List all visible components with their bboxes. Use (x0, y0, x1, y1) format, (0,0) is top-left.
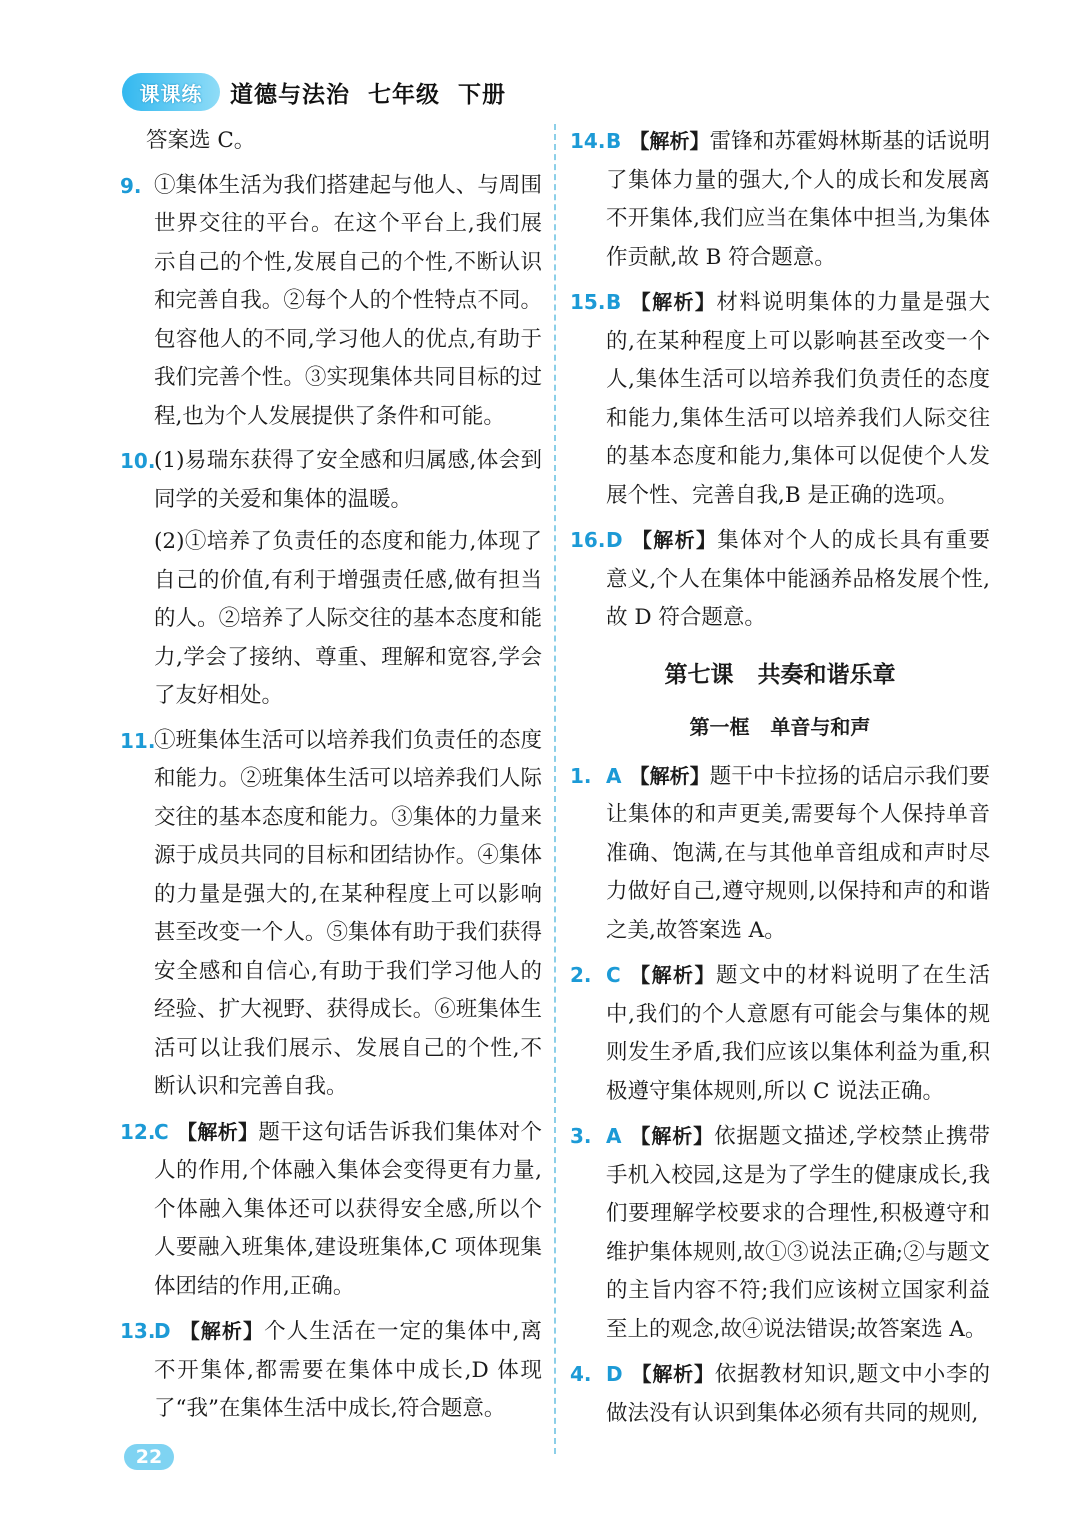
analysis-tag: 【解析】 (629, 1124, 715, 1148)
answer-choice: D (606, 1362, 623, 1386)
answer-item-4 (570, 1355, 990, 1433)
analysis-tag: 【解析】 (176, 1119, 259, 1144)
answer-item-9 (120, 167, 542, 437)
answer-item-2 (570, 956, 990, 1111)
answer-item-10 (120, 442, 542, 716)
book-title: 道德与法治 七年级 下册 (230, 81, 507, 108)
lesson-title: 第七课 共奏和谐乐章 (664, 661, 896, 688)
analysis-tag: 【解析】 (630, 1362, 715, 1386)
question-number: 4. (570, 1362, 592, 1386)
question-number: 3. (570, 1124, 592, 1148)
question-number: 2. (570, 963, 592, 987)
answer-text: 依据教材知识,题文中小李的做法没有认识到集体必须有共同的规则, (606, 1362, 990, 1426)
answer-text: 题干这句话告诉我们集体对个人的作用,个体融入集体会变得更有力量,个体融入集体还可以获得安全感,所以个人要融入班集体,建设班集体,C 项体现集体团结的作用,正确。 (154, 1119, 542, 1299)
answer-item-3 (570, 1117, 990, 1349)
answer-text: 雷锋和苏霍姆林斯基的话说明了集体力量的强大,个人的成长和发展离不开集体,我们应当在集体中担当,为集体作贡献,故 B 符合题意。 (606, 129, 990, 270)
analysis-tag: 【解析】 (630, 528, 718, 552)
answer-part-2: (2)①培养了负责任的态度和能力,体现了自己的价值,有利于增强责任感,做有担当的人。②培养了人际交往的基本态度和能力,学会了接纳、尊重、理解和宽容,学会了友好相处。 (154, 529, 542, 708)
left-column (120, 122, 542, 1435)
answer-choice: C (606, 963, 621, 987)
analysis-tag: 【解析】 (178, 1319, 265, 1343)
analysis-tag: 【解析】 (629, 129, 710, 153)
question-number: 9. (120, 173, 142, 198)
analysis-tag: 【解析】 (629, 763, 710, 788)
answer-item-13 (120, 1312, 542, 1429)
question-number: 14. (570, 129, 606, 153)
answer-item-16 (570, 521, 990, 638)
right-column (570, 122, 990, 1439)
answer-text: ①集体生活为我们搭建起与他人、与周围世界交往的平台。在这个平台上,我们展示自己的个性,发展自己的个性,不断认识和完善自我。②每个人的个性特点不同。包容他人的不同,学习他人的优点,有助于我们完善个性。③实现集体共同目标的过程,也为个人发展提供了条件和可能。 (154, 172, 542, 429)
answer-choice: A (606, 1124, 622, 1148)
question-number: 10. (120, 449, 156, 473)
answer-text: 材料说明集体的力量是强大的,在某种程度上可以影响甚至改变一个人,集体生活可以培养我们负责任的态度和能力,集体生活可以培养我们人际交往的基本态度和能力,集体可以促使个人发展个性、完善自我,B 是正确的选项。 (606, 290, 990, 508)
analysis-tag: 【解析】 (628, 963, 716, 987)
answer-text: 个人生活在一定的集体中,离不开集体,都需要在集体中成长,D 体现了“我”在集体生活中成长,符合题意。 (154, 1319, 543, 1421)
answer-text: 集体对个人的成长具有重要意义,个人在集体中能涵养品格发展个性,故 D 符合题意。 (606, 528, 990, 630)
series-logo: 课课练 (122, 73, 220, 111)
analysis-tag: 【解析】 (629, 290, 717, 314)
answer-text: 题文中的材料说明了在生活中,我们的个人意愿有可能会与集体的规则发生矛盾,我们应该以集体利益为重,积极遵守集体规则,所以 C 说法正确。 (606, 963, 990, 1104)
page-number: 22 (124, 1444, 174, 1470)
answer-text: 题干中卡拉扬的话启示我们要让集体的和声更美,需要每个人保持单音准确、饱满,在与其他单音组成和声时尽力做好自己,遵守规则,以保持和声的和谐之美,故答案选 A。 (606, 763, 990, 943)
question-number: 1. (570, 763, 592, 788)
answer-item-1 (570, 757, 990, 951)
answer-item-12 (120, 1113, 542, 1307)
question-number: 11. (120, 728, 156, 753)
question-number: 13. (120, 1319, 156, 1343)
answer-item-15 (570, 283, 990, 515)
answer-choice: B (606, 129, 622, 153)
continued-answer: 答案选 C。 (146, 128, 256, 153)
page-header (122, 68, 506, 116)
answer-part-1: (1)易瑞东获得了安全感和归属感,体会到同学的关爱和集体的温暖。 (154, 448, 542, 512)
answer-text: ①班集体生活可以培养我们负责任的态度和能力。②班集体生活可以培养我们人际交往的基本态度和能力。③集体的力量来源于成员共同的目标和团结协作。④集体的力量是强大的,在某种程度上可以影响甚至改变一个人。⑤集体有助于我们获得安全感和自信心,有助于我们学习他人的经验、扩大视野、获得成长。⑥班集体生活可以让我们展示、发展自己的个性,不断认识和完善自我。 (154, 727, 542, 1099)
answer-item-11 (120, 722, 542, 1107)
question-number: 16. (570, 528, 606, 552)
answer-choice: D (154, 1319, 171, 1343)
column-divider (554, 124, 556, 1454)
answer-choice: C (154, 1119, 169, 1144)
answer-choice: D (606, 528, 623, 552)
answer-text: 依据题文描述,学校禁止携带手机入校园,这是为了学生的健康成长,我们要理解学校要求的合理性,积极遵守和维护集体规则,故①③说法正确;②与题文的主旨内容不符;我们应该树立国家利益至上的观念,故④说法错误;故答案选 A。 (606, 1124, 990, 1342)
frame-title: 第一框 单音与和声 (689, 715, 871, 739)
answer-choice: A (606, 763, 622, 788)
question-number: 12. (120, 1119, 156, 1144)
question-number: 15. (570, 290, 606, 314)
answer-item-14 (570, 122, 990, 277)
answer-choice: B (606, 290, 622, 314)
